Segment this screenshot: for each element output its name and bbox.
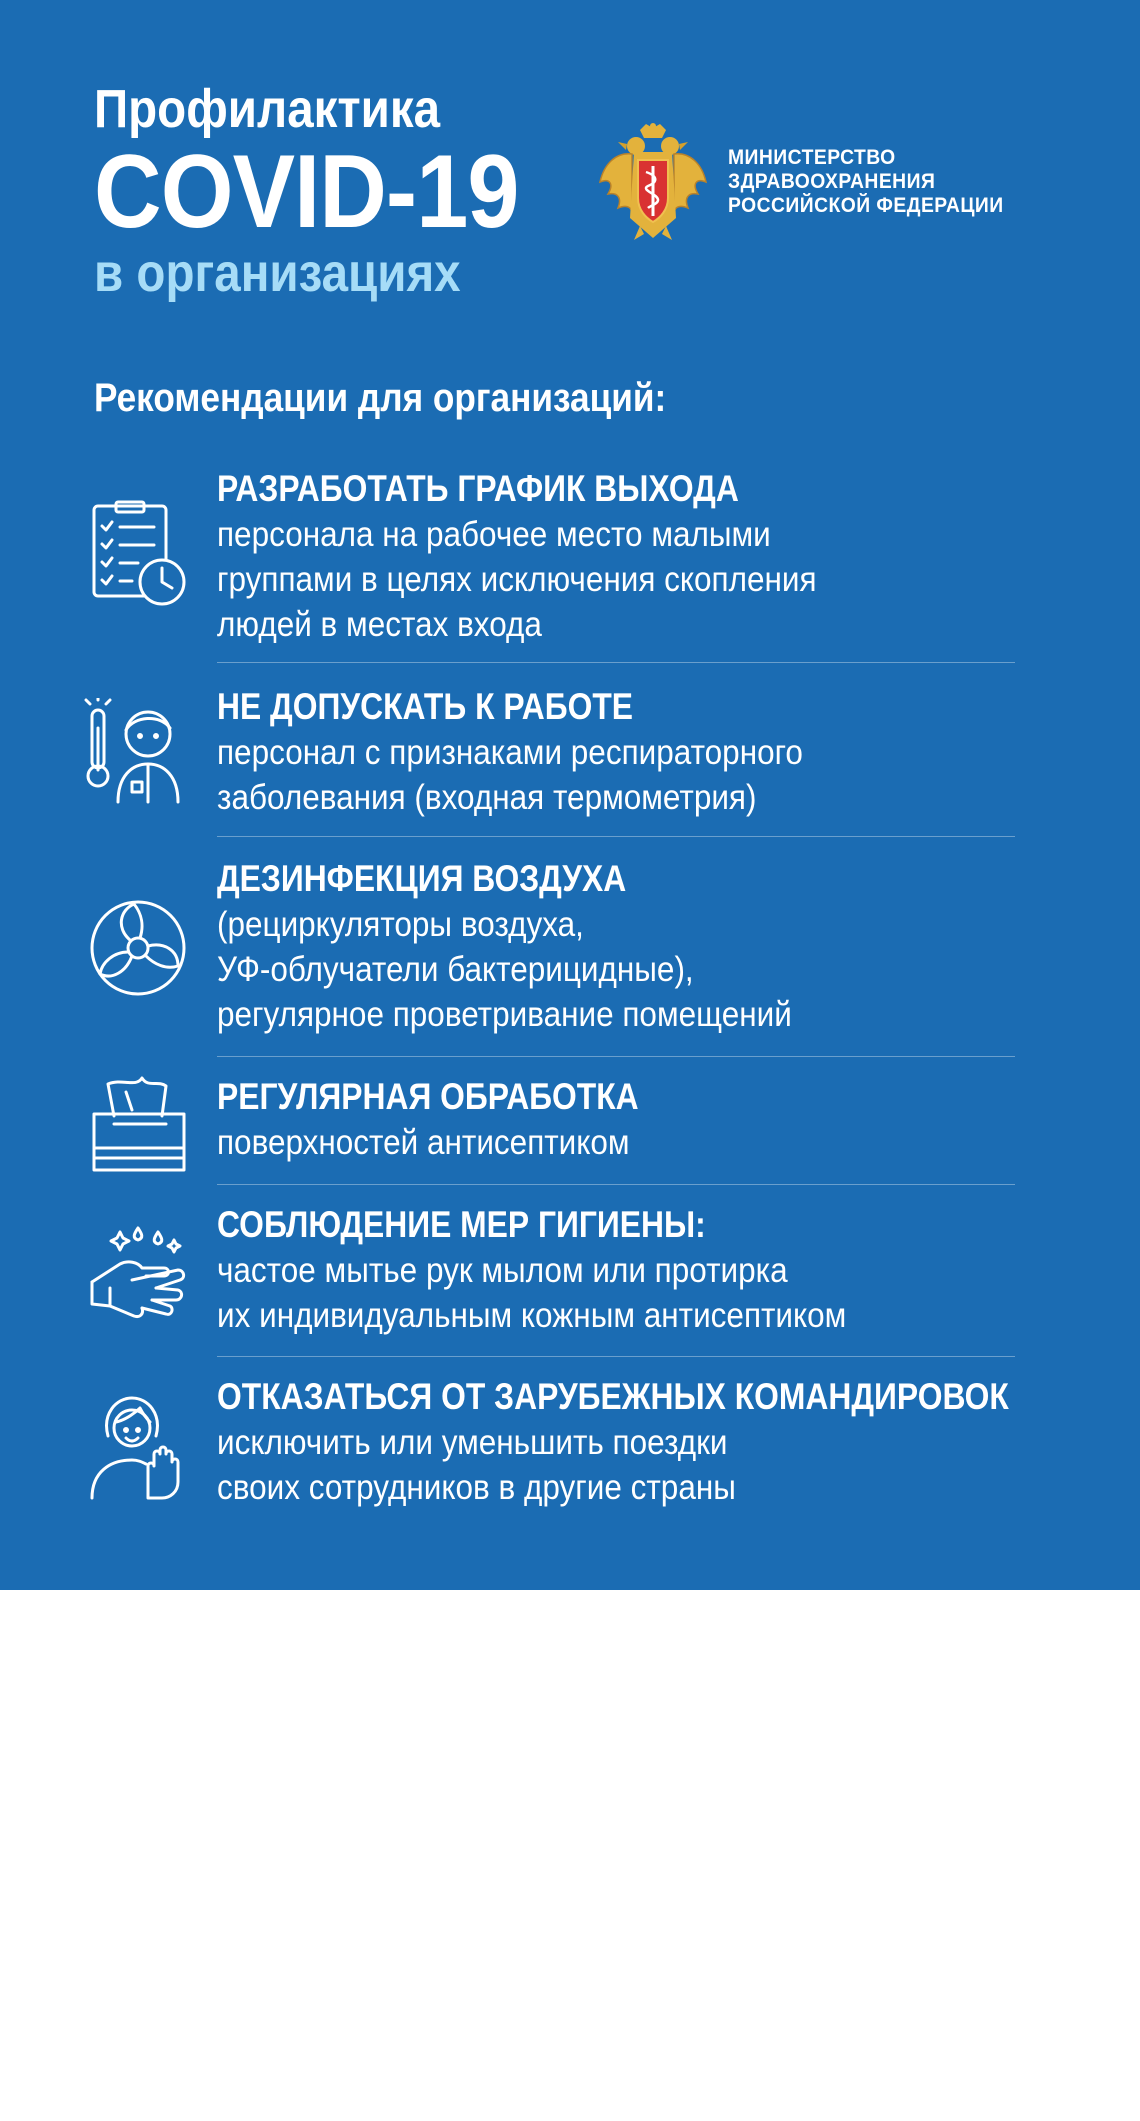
recommendation-text: [217, 684, 1057, 820]
recommendation-body: персонала на рабочее место малыми группами в целях исключения скопления людей в местах входа: [217, 515, 817, 644]
title-line-1: Профилактика: [94, 79, 441, 139]
recommendation-body: исключить или уменьшить поездки своих сотрудников в другие страны: [217, 1423, 736, 1507]
recommendation-title: РАЗРАБОТАТЬ ГРАФИК ВЫХОДА: [217, 468, 739, 509]
divider: [217, 1184, 1015, 1185]
recommendation-title: ДЕЗИНФЕКЦИЯ ВОЗДУХА: [217, 858, 627, 899]
title-line-3: в организациях: [94, 243, 461, 303]
recommendation-text: [217, 856, 1057, 1037]
wipes-box-icon: [86, 1074, 190, 1184]
recommendation-text: [217, 466, 1057, 647]
recommendation-title: НЕ ДОПУСКАТЬ К РАБОТЕ: [217, 686, 634, 727]
recommendation-body: частое мытье рук мылом или протирка их индивидуальным кожным антисептиком: [217, 1251, 847, 1335]
recommendation-body: персонал с признаками респираторного заболевания (входная термометрия): [217, 733, 803, 817]
subheading: Рекомендации для организаций:: [94, 376, 667, 420]
recommendation-title: ОТКАЗАТЬСЯ ОТ ЗАРУБЕЖНЫХ КОМАНДИРОВОК: [217, 1376, 1009, 1417]
ministry-line-1: МИНИСТЕРСТВО: [728, 146, 896, 169]
divider: [217, 1356, 1015, 1357]
eagle-emblem-icon: [596, 122, 710, 246]
divider: [217, 1056, 1015, 1057]
thermometer-person-icon: [82, 698, 186, 808]
recommendation-title: СОБЛЮДЕНИЕ МЕР ГИГИЕНЫ:: [217, 1204, 706, 1245]
ministry-line-3: РОССИЙСКОЙ ФЕДЕРАЦИИ: [728, 194, 1004, 217]
recommendation-title: РЕГУЛЯРНАЯ ОБРАБОТКА: [217, 1076, 639, 1117]
fan-icon: [86, 892, 190, 1002]
ministry-line-2: ЗДРАВООХРАНЕНИЯ: [728, 170, 936, 193]
title-block: [94, 78, 566, 302]
schedule-clock-icon: [86, 500, 190, 610]
ministry-name: [728, 146, 1128, 218]
title-covid: COVID-19: [94, 134, 519, 250]
recommendation-text: [217, 1374, 1057, 1510]
divider: [217, 836, 1015, 837]
divider: [217, 662, 1015, 663]
recommendation-body: (рециркуляторы воздуха, УФ-облучатели бактерицидные), регулярное проветривание помещений: [217, 905, 792, 1034]
recommendation-text: [217, 1074, 1057, 1165]
stop-hand-person-icon: [86, 1392, 190, 1502]
hand-washing-icon: [86, 1222, 190, 1332]
recommendation-text: [217, 1202, 1057, 1338]
recommendation-body: поверхностей антисептиком: [217, 1123, 630, 1162]
